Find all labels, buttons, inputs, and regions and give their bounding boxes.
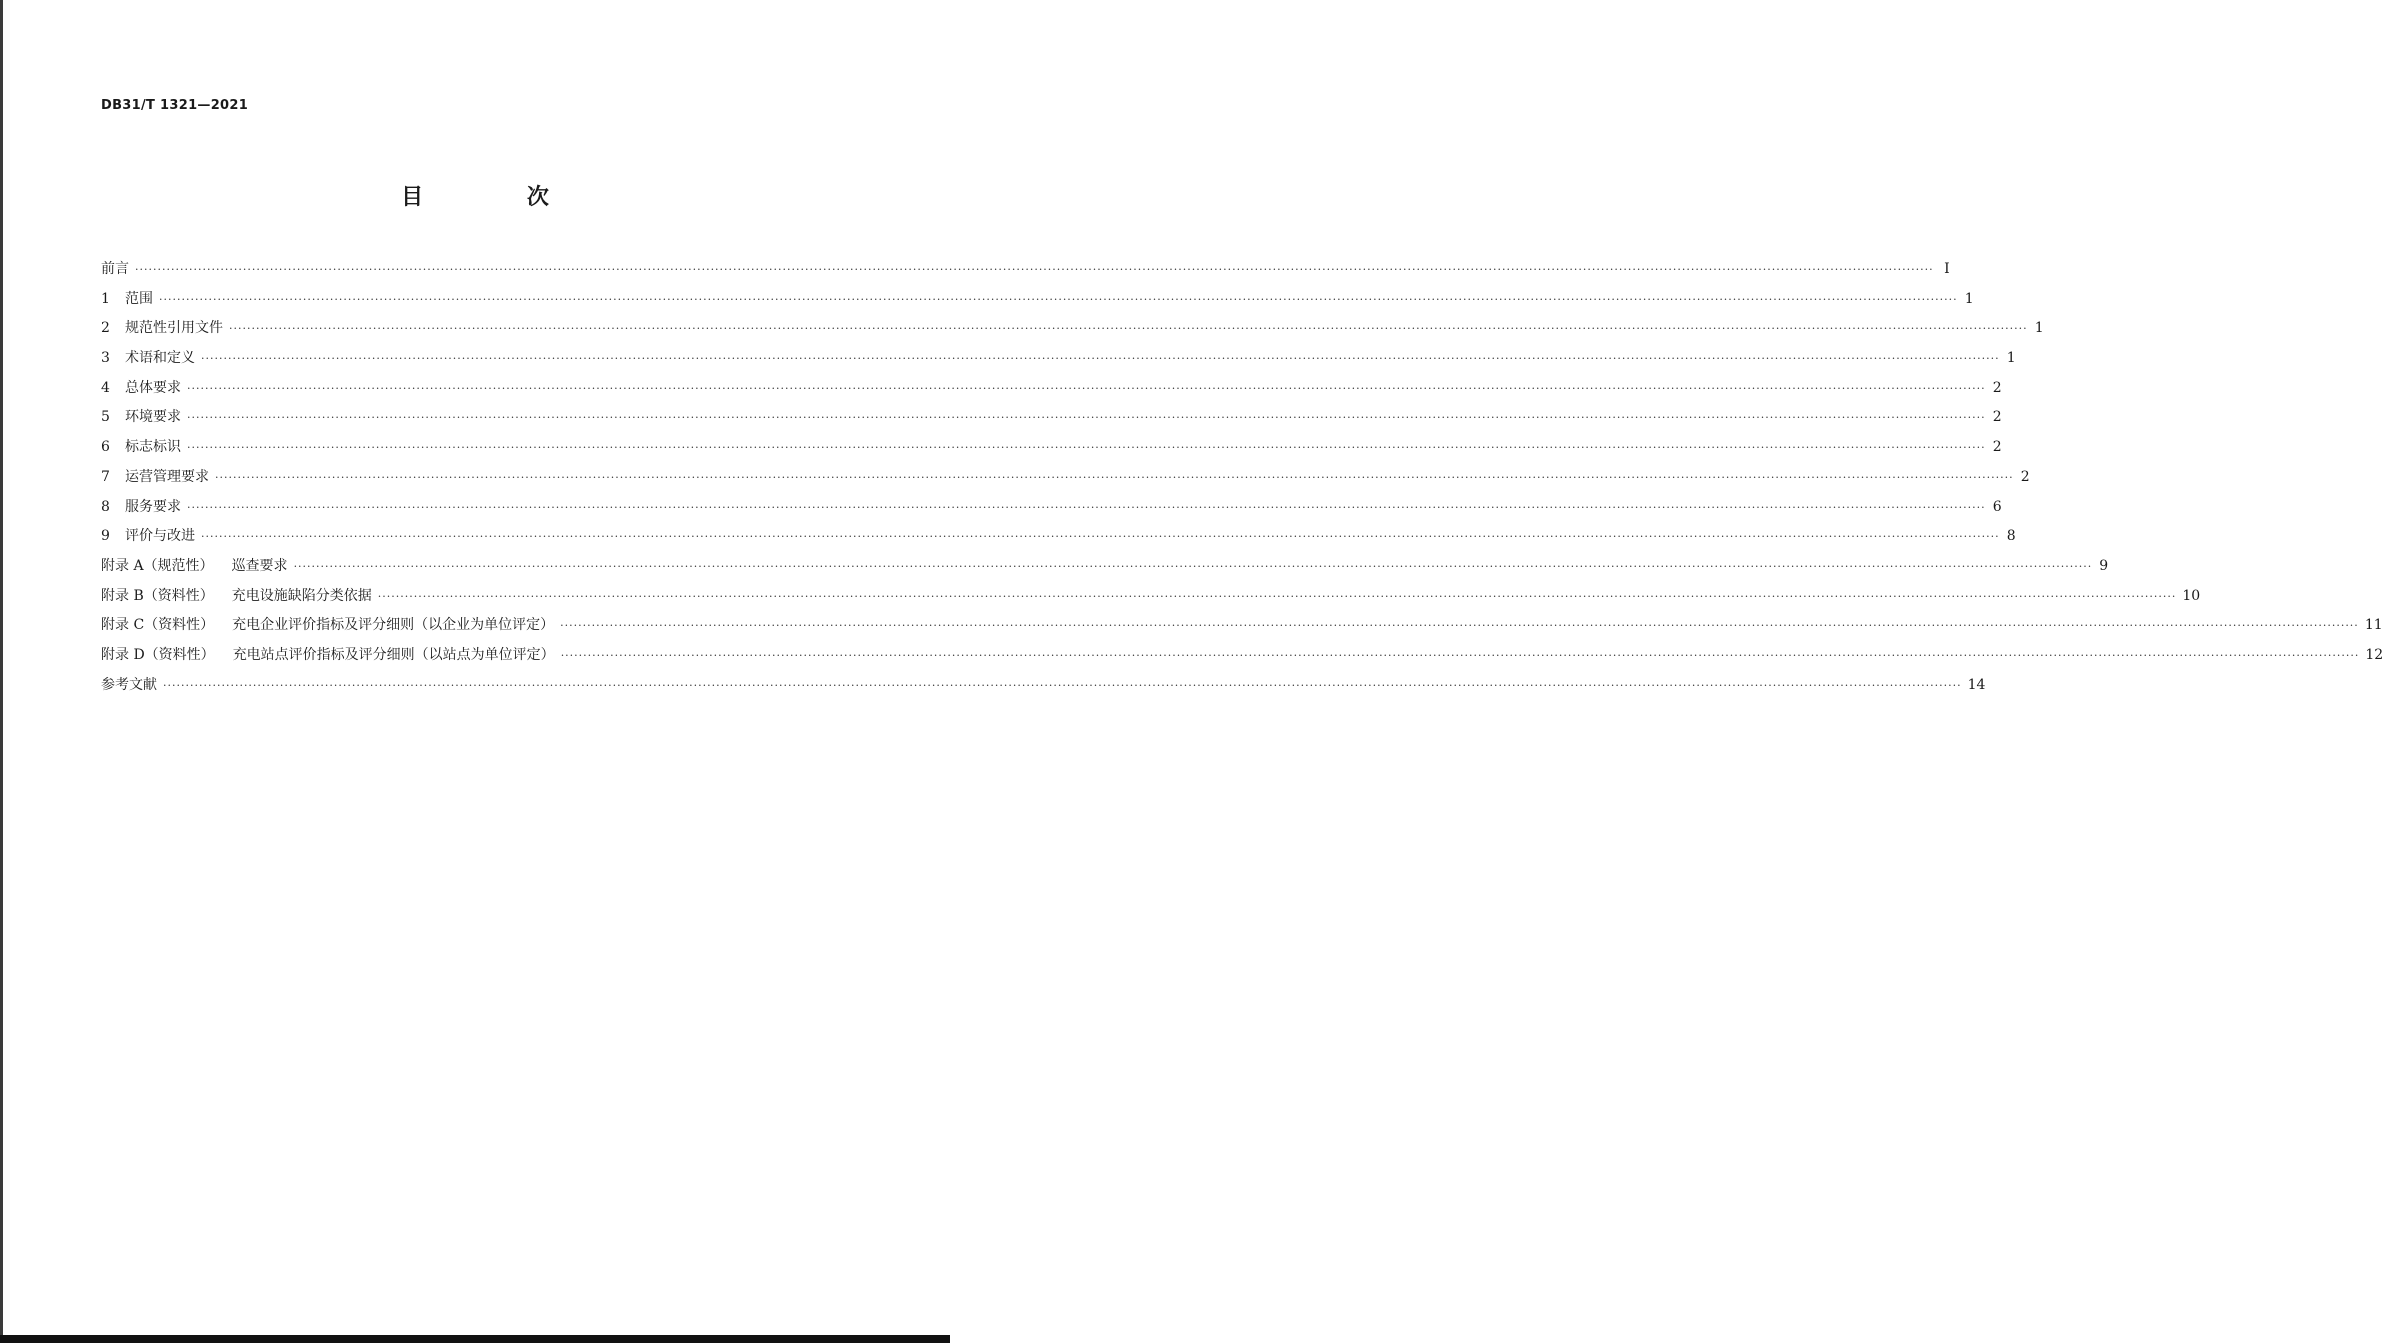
toc-entry-label: 术语和定义 [125, 350, 195, 367]
toc-entry-page: 9 [2099, 557, 2109, 574]
toc-entry-page: I [1944, 261, 1950, 277]
toc-entry-page: 1 [1964, 290, 1974, 307]
toc-entry-page: 10 [2182, 587, 2201, 604]
toc-entry-page: 1 [2006, 350, 2016, 367]
toc-entry-label: 充电站点评价指标及评分细则（以站点为单位评定） [232, 646, 555, 663]
toc-entry-page: 8 [2006, 528, 2016, 545]
toc-entry[interactable] [101, 674, 1986, 704]
toc-entry[interactable] [101, 644, 2383, 674]
toc-entry[interactable] [101, 614, 2383, 644]
toc-entry-label: 前言 [101, 261, 129, 277]
toc-entry-page: 12 [2365, 646, 2383, 663]
toc-leader-dots: ················································································································································································································································································································································································································ [377, 589, 2177, 603]
toc-entry-page: 1 [2034, 320, 2044, 337]
toc-entry-number: 4 [101, 379, 110, 396]
toc-entry-number: 6 [101, 439, 110, 456]
toc-entry-label: 运营管理要求 [125, 468, 209, 485]
toc-entry-number: 7 [101, 468, 110, 485]
toc-entry[interactable] [101, 347, 2016, 377]
toc-leader-dots: ················································································································································································································································································································································································································ [187, 381, 1986, 395]
toc-entry-label: 总体要求 [125, 379, 181, 396]
scan-edge-bottom [0, 1335, 950, 1343]
toc-entry-label: 环境要求 [125, 409, 181, 426]
toc-entry-page: 2 [1992, 409, 2002, 426]
toc-entry[interactable] [101, 317, 2044, 347]
toc-entry-number: 1 [101, 290, 110, 307]
toc-entry-label: 服务要求 [125, 498, 181, 515]
toc-entry-page: 2 [2020, 468, 2030, 485]
toc-entry[interactable] [101, 377, 2002, 407]
toc-entry[interactable] [101, 258, 1950, 288]
toc-entry-page: 6 [1992, 498, 2002, 515]
toc-entry-number: 3 [101, 350, 110, 367]
page-title: 目 次 [401, 185, 597, 210]
toc-entry-appendix: 附录 C（资料性） [101, 617, 215, 634]
toc-leader-dots: ················································································································································································································································································································································································································ [229, 322, 2028, 336]
toc-entry[interactable] [101, 288, 1974, 318]
toc-leader-dots: ················································································································································································································································································································································································································ [201, 352, 2000, 366]
toc-entry-number: 8 [101, 498, 110, 515]
toc-entry-label: 充电设施缺陷分类依据 [231, 587, 372, 604]
toc-entry-appendix: 附录 A（规范性） [101, 557, 214, 574]
toc-entry-number: 5 [101, 409, 110, 426]
toc-entry-page: 2 [1992, 439, 2002, 456]
toc-entry[interactable] [101, 585, 2201, 615]
toc-entry-number: 9 [101, 528, 110, 545]
toc-entry[interactable] [101, 496, 2002, 526]
toc-leader-dots: ················································································································································································································································································································································································································ [163, 678, 1962, 692]
toc-entry-label: 参考文献 [101, 676, 157, 693]
toc-leader-dots: ················································································································································································································································································································································································································ [560, 648, 2360, 662]
toc-leader-dots: ················································································································································································································································································································································································································ [135, 263, 1934, 276]
toc-entry-label: 标志标识 [125, 439, 181, 456]
toc-entry-label: 范围 [125, 290, 153, 307]
toc-entry[interactable] [101, 406, 2002, 436]
toc-leader-dots: ················································································································································································································································································································································································································ [215, 470, 2014, 484]
toc-entry-number: 2 [101, 320, 110, 337]
toc-entry-appendix: 附录 D（资料性） [101, 646, 215, 663]
toc-entry[interactable] [101, 436, 2002, 466]
toc-leader-dots: ················································································································································································································································································································································································································ [201, 530, 2000, 544]
toc-entry[interactable] [101, 555, 2109, 585]
toc-leader-dots: ················································································································································································································································································································································································································ [187, 441, 1986, 455]
toc-entry-page: 14 [1967, 676, 1986, 693]
toc-leader-dots: ················································································································································································································································································································································································································ [187, 500, 1986, 514]
toc-leader-dots: ················································································································································································································································································································································································································ [159, 292, 1958, 306]
toc-leader-dots: ················································································································································································································································································································································································································ [187, 411, 1986, 425]
toc-entry[interactable] [101, 466, 2030, 496]
document-code: DB31/T 1321—2021 [101, 98, 249, 113]
toc-entry-page: 11 [2364, 617, 2383, 634]
toc-entry-label: 充电企业评价指标及评分细则（以企业为单位评定） [232, 617, 555, 634]
toc-entry-appendix: 附录 B（资料性） [101, 587, 214, 604]
toc-entry-label: 巡查要求 [231, 557, 288, 574]
toc-entry-page: 2 [1992, 379, 2002, 396]
table-of-contents [101, 258, 2383, 703]
toc-entry[interactable] [101, 525, 2016, 555]
toc-entry-label: 评价与改进 [125, 528, 195, 545]
toc-leader-dots: ················································································································································································································································································································································································································ [560, 619, 2359, 633]
toc-entry-label: 规范性引用文件 [125, 320, 223, 337]
toc-leader-dots: ················································································································································································································································································································································································································ [293, 559, 2093, 573]
